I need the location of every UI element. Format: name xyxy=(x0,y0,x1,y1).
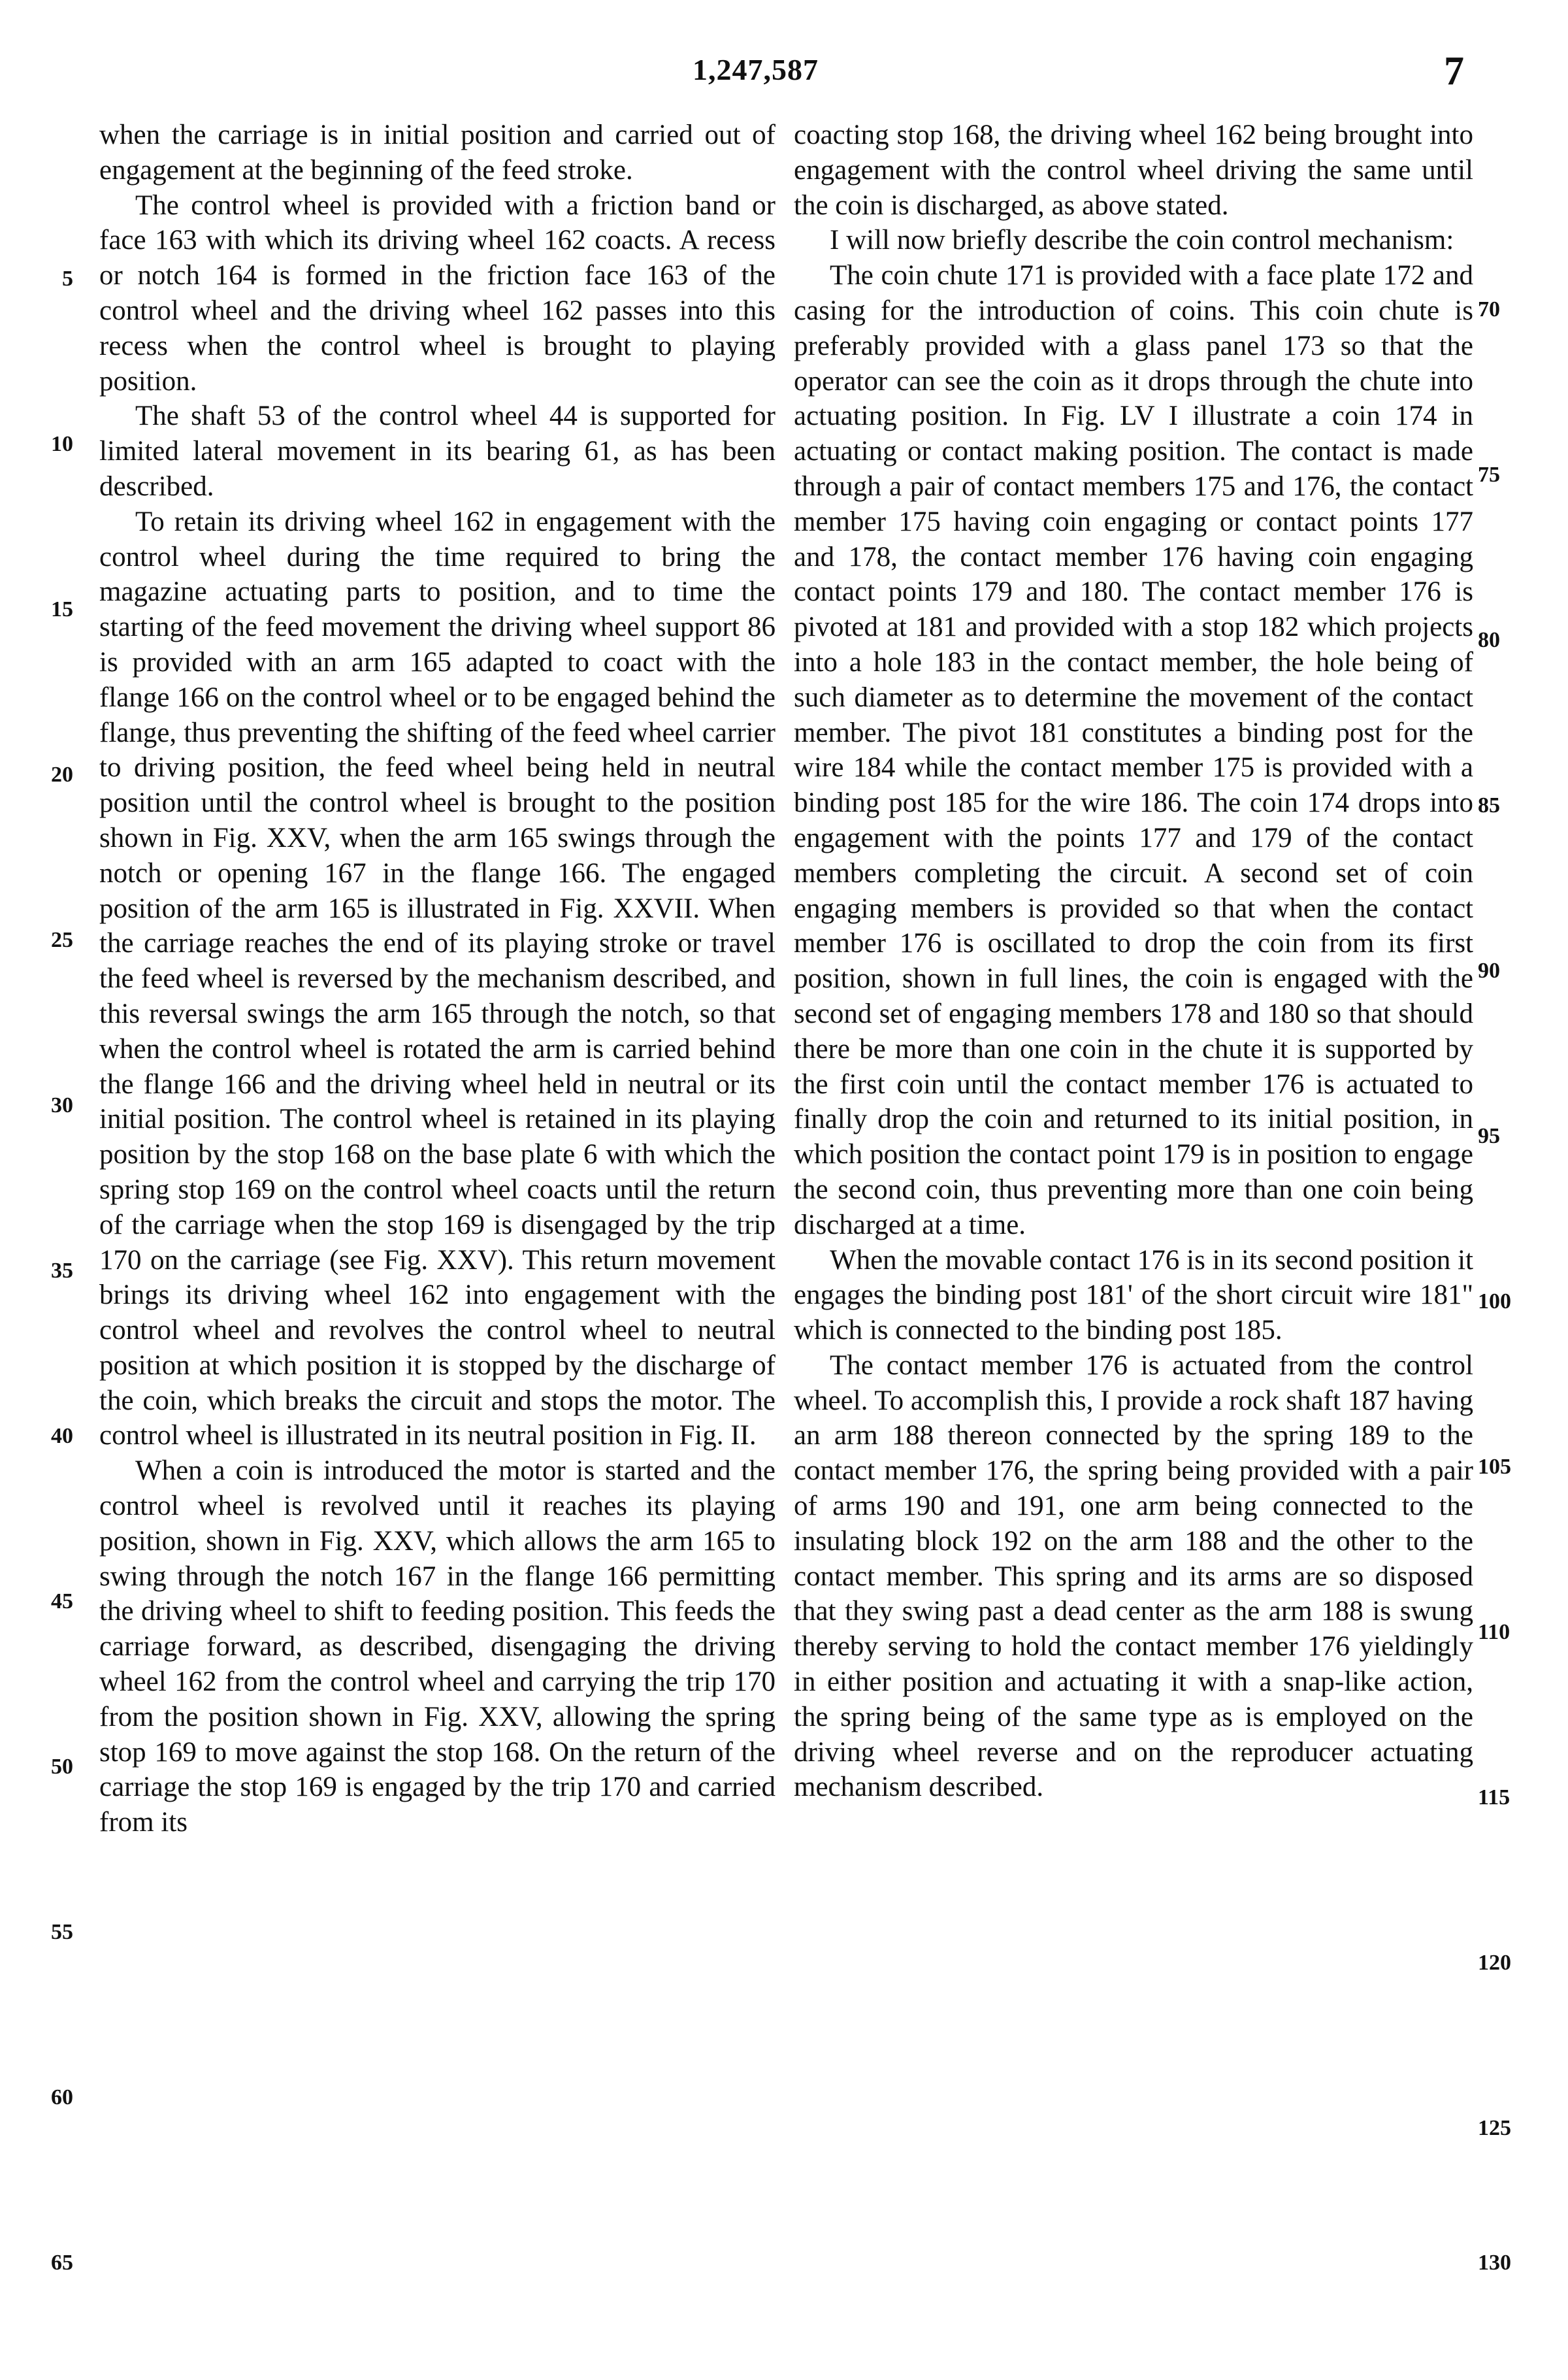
line-number: 30 xyxy=(51,1093,73,1117)
line-number: 35 xyxy=(51,1259,73,1283)
paragraph: When the movable contact 176 is in its second position it engages the binding post 181' of the short circuit wire 181" which is connected to the binding post 185. xyxy=(794,1244,1473,1346)
line-number: 45 xyxy=(51,1589,73,1613)
line-number: 85 xyxy=(1478,793,1500,818)
line-number: 10 xyxy=(51,432,73,456)
paragraph: The contact member 176 is actuated from the control wheel. To accomplish this, I provide a rock shaft 187 having an arm 188 thereon connected by the spring 189 to the contact member 176, the spring being provided with a pair of arms 190 and 191, one arm being connected to the insulating block 192 on the arm 188 and the other to the contact member. This spring and its arms are so disposed that they swing past a dead center as the arm 188 is swung thereby serving to hold the contact member 176 yieldingly in either position and actuating it with a snap-like action, the spring being of the same type as is employed on the driving wheel reverse and on the reproducer actuating mechanism described. xyxy=(794,1349,1473,1803)
line-number: 50 xyxy=(51,1755,73,1779)
line-number: 65 xyxy=(51,2251,73,2275)
line-number: 75 xyxy=(1478,463,1500,487)
patent-number: 1,247,587 xyxy=(693,53,819,86)
paragraph: The shaft 53 of the control wheel 44 is supported for limited lateral movement in its bearing 61, as has been described. xyxy=(99,401,776,502)
line-number: 60 xyxy=(51,2085,73,2109)
line-number: 15 xyxy=(51,597,73,621)
line-number: 70 xyxy=(1478,297,1500,322)
paragraph: When a coin is introduced the motor is started and the control wheel is revolved until it reaches its playing position, shown in Fig. XXV, which allows the arm 165 to swing through the notch 167 in the flange 166 permitting the driving wheel to shift to feeding position. This feeds the carriage forward, as described, disengaging the driving wheel 162 from the control wheel and carrying the trip 170 from the position shown in Fig. XXV, allowing the spring stop 169 to move against the stop 168. On the return of the carriage the stop 169 is engaged by the trip 170 and carried from its xyxy=(99,1455,776,1838)
paragraph: The control wheel is provided with a friction band or face 163 with which its driving wheel 162 coacts. A recess or notch 164 is formed in the friction face 163 of the control wheel and the driving wheel 162 passes into this recess when the control wheel is brought to playing position. xyxy=(99,190,776,397)
line-number: 95 xyxy=(1478,1124,1500,1148)
line-number: 120 xyxy=(1478,1951,1511,1975)
right-column xyxy=(794,118,1473,1805)
line-number: 125 xyxy=(1478,2116,1511,2140)
line-number: 40 xyxy=(51,1424,73,1448)
page-header xyxy=(0,39,1568,98)
line-number: 5 xyxy=(62,267,73,291)
line-number: 100 xyxy=(1478,1289,1511,1314)
line-number: 80 xyxy=(1478,628,1500,652)
page-number: 7 xyxy=(1444,49,1464,93)
line-number: 90 xyxy=(1478,959,1500,983)
line-number: 55 xyxy=(51,1920,73,1944)
line-number: 105 xyxy=(1478,1455,1511,1479)
line-number: 130 xyxy=(1478,2251,1511,2275)
line-number: 110 xyxy=(1478,1620,1511,1644)
left-column xyxy=(99,118,776,1840)
paragraph: coacting stop 168, the driving wheel 162 being brought into engagement with the control wheel driving the same until the coin is discharged, as above stated. xyxy=(794,120,1473,221)
line-number: 25 xyxy=(51,928,73,952)
paragraph: To retain its driving wheel 162 in engagement with the control wheel during the time required to bring the magazine actuating parts to position, and to time the starting of the feed movement the driving wheel support 86 is provided with an arm 165 adapted to coact with the flange 166 on the control wheel or to be engaged behind the flange, thus preventing the shifting of the feed wheel carrier to driving position, the feed wheel being held in neutral position until the control wheel is brought to the position shown in Fig. XXV, when the arm 165 swings through the notch or opening 167 in the flange 166. The engaged position of the arm 165 is illustrated in Fig. XXVII. When the carriage reaches the end of its playing stroke or travel the feed wheel is reversed by the mechanism described, and this reversal swings the arm 165 through the notch, so that when the control wheel is rotated the arm is carried behind the flange 166 and the driving wheel held in neutral or its initial position. The control wheel is retained in its playing position by the stop 168 on the base plate 6 with which the spring stop 169 on the control wheel coacts until the return of the carriage when the stop 169 is disengaged by the trip 170 on the carriage (see Fig. XXV). This return movement brings its driving wheel 162 into engagement with the control wheel and revolves the control wheel to neutral position at which position it is stopped by the discharge of the coin, which breaks the circuit and stops the motor. The control wheel is illustrated in its neutral position in Fig. II. xyxy=(99,506,776,1451)
line-number: 20 xyxy=(51,763,73,787)
paragraph: I will now briefly describe the coin control mechanism: xyxy=(830,225,1454,256)
paragraph: when the carriage is in initial position and carried out of engagement at the beginning of the feed stroke. xyxy=(99,120,776,186)
paragraph: The coin chute 171 is provided with a face plate 172 and casing for the introduction of coins. This coin chute is preferably provided with a glass panel 173 so that the operator can see the coin as it drops through the chute into actuating position. In Fig. LV I illustrate a coin 174 in actuating or contact making position. The contact is made through a pair of contact members 175 and 176, the contact member 175 having coin engaging or contact points 177 and 178, the contact member 176 having coin engaging contact points 179 and 180. The contact member 176 is pivoted at 181 and provided with a stop 182 which projects into a hole 183 in the contact member, the hole being of such diameter as to determine the movement of the contact member. The pivot 181 constitutes a binding post for the wire 184 while the contact member 175 is provided with a binding post 185 for the wire 186. The coin 174 drops into engagement with the points 177 and 179 of the contact members completing the circuit. A second set of coin engaging members is provided so that when the contact member 176 is oscillated to drop the coin from its first position, shown in full lines, the coin is engaged with the second set of engaging members 178 and 180 so that should there be more than one coin in the chute it is supported by the first coin until the contact member 176 is actuated to finally drop the coin and returned to its initial position, in which position the contact point 179 is in position to engage the second coin, thus preventing more than one coin being discharged at a time. xyxy=(794,260,1473,1240)
line-number: 115 xyxy=(1478,1785,1511,1810)
